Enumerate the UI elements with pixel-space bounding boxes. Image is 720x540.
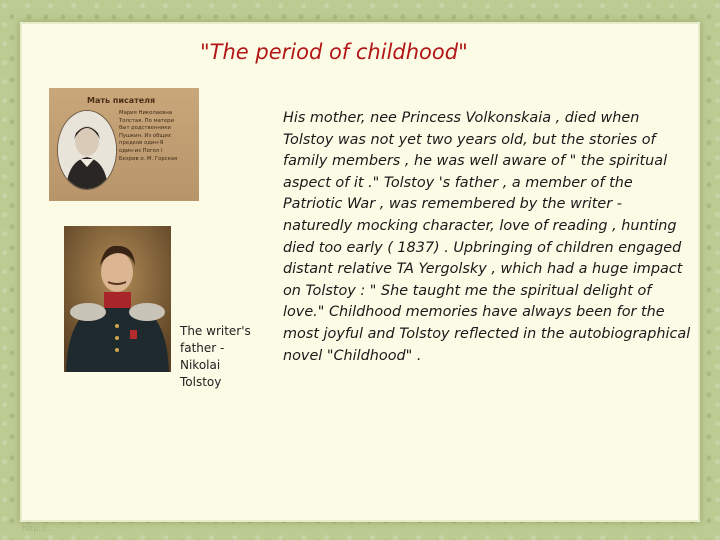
mother-card-line: Мария Николаевна: [119, 110, 173, 116]
mother-portrait-drawing: [58, 111, 116, 189]
slide-title: "The period of childhood": [200, 40, 468, 64]
mother-card-header: Мать писателя: [87, 96, 156, 105]
father-portrait: [64, 226, 171, 372]
mother-card-text: [119, 110, 195, 163]
mother-card-line: Пушкин. Из общих: [119, 132, 171, 139]
mother-card-line: один-из Погол і: [119, 147, 163, 154]
body-paragraph: His mother, nee Princess Volkonskaia , died when Tolstoy was not yet two years old, but the stories of family members , he was well aware of " the spiritual aspect of it ." Tolstoy 's father , a member of the Patriotic War , was remembered by the writer - naturedly mocking character, love of reading , hunting died too early ( 1837) . Upbringing of children engaged distant relative TA Yergolsky , which had a huge impact on Tolstoy : " She taught me the spiritual delight of love." Childhood memories have always been for the most joyful and Tolstoy reflected in the autobiographical novel "Childhood" .: [283, 110, 691, 364]
mother-card-line: предков один-Я: [119, 140, 164, 147]
father-caption: The writer's father - Nikolai Tolstoy: [180, 324, 251, 389]
footer-watermark: http://...: [22, 524, 55, 533]
father-portrait-drawing: [64, 226, 171, 372]
mother-card-line: Толстая. По матери: [119, 117, 174, 124]
mother-portrait: [57, 110, 117, 190]
mother-card-line: быт родственники: [119, 125, 171, 132]
mother-portrait-card: [49, 88, 199, 201]
mother-card-line: Безрив о. М. Горская: [119, 155, 178, 162]
